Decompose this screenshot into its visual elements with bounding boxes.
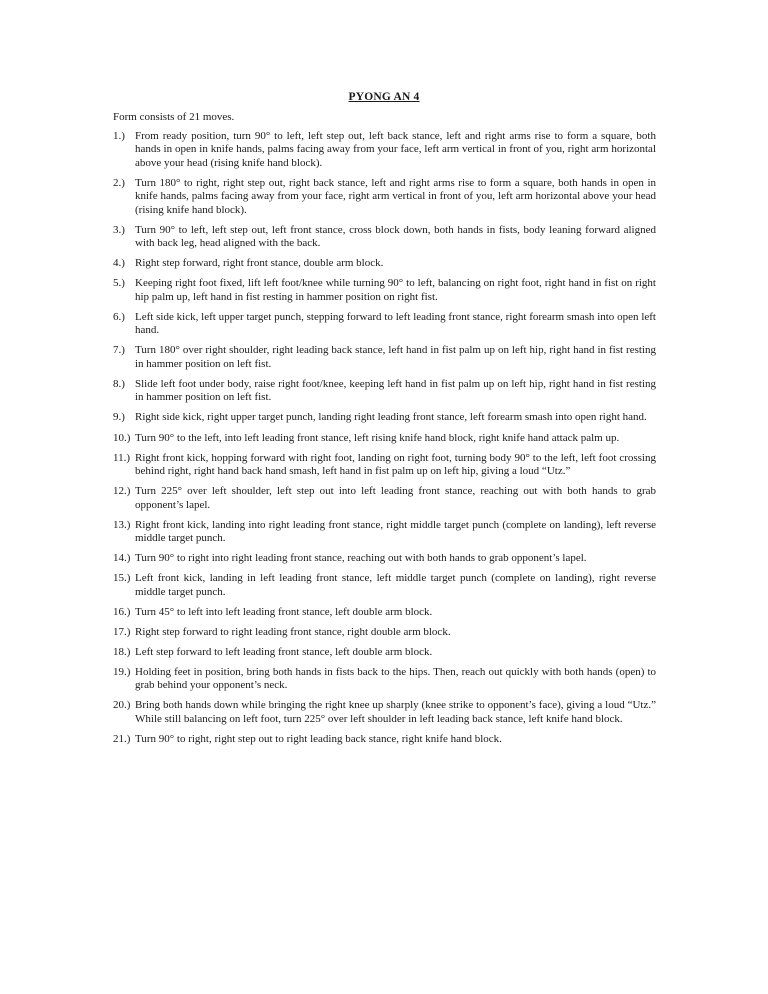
move-text: Turn 180° over right shoulder, right leading back stance, left hand in fist palm up on left hip, right hand in fist resting in hammer position on left fist. [135,344,656,370]
move-text: Right front kick, hopping forward with right foot, landing on right foot, turning body 90° to the left, left foot crossing behind right, right hand back hand smash, left hand in fist palm up on left hip, giving a loud “Utz.” [135,451,656,477]
move-item [113,130,656,170]
move-text: Turn 90° to right, right step out to right leading back stance, right knife hand block. [135,732,502,745]
move-number: 21.) [113,732,131,745]
move-text: Right step forward to right leading front stance, right double arm block. [135,625,451,638]
move-text: Left front kick, landing in left leading front stance, left middle target punch (complete on landing), right reverse middle target punch. [135,572,656,598]
move-item [113,224,656,251]
move-item [113,699,656,726]
move-item [113,646,656,659]
move-item [113,606,656,619]
move-item [113,411,656,424]
document-title: PYONG AN 4 [348,91,420,103]
move-text: Left side kick, left upper target punch, stepping forward to left leading front stance, right forearm smash into open left hand. [135,310,656,337]
move-item [113,257,656,270]
move-item [113,519,656,546]
move-number: 10.) [113,431,131,444]
move-text: Slide left foot under body, raise right foot/knee, keeping left hand in fist palm up on left hip, right hand in fist resting in hammer position on left fist. [135,377,656,404]
move-text: Left step forward to left leading front stance, left double arm block. [135,645,433,658]
move-text: Turn 45° to left into left leading front stance, left double arm block. [135,605,433,618]
move-number: 20.) [113,699,131,712]
move-text: Bring both hands down while bringing the right knee up sharply (knee strike to opponent’s face), giving a loud “Utz.” While still balancing on left foot, turn 225° over left shoulder in left leading back stance, left knife hand block. [135,699,656,725]
move-text: Right step forward, right front stance, double arm block. [135,257,384,270]
move-number: 19.) [113,665,131,678]
move-number: 1.) [113,130,125,142]
move-number: 3.) [113,223,125,236]
move-item [113,626,656,639]
move-text: Right front kick, landing into right leading front stance, right middle target punch (complete on landing), left reverse middle target punch. [135,518,656,544]
move-number: 9.) [113,411,125,424]
move-item [113,177,656,217]
move-number: 14.) [113,552,131,565]
move-item [113,311,656,338]
move-number: 8.) [113,377,125,390]
move-item [113,733,656,746]
move-item [113,432,656,445]
move-number: 15.) [113,572,131,585]
move-number: 7.) [113,344,125,357]
intro-text: Form consists of 21 moves. [113,111,235,123]
move-text: Keeping right foot fixed, lift left foot/knee while turning 90° to left, balancing on right foot, right hand in fist on right hip palm up, left hand in fist resting in hammer position on right fist. [135,277,656,303]
move-number: 16.) [113,605,131,618]
move-item [113,344,656,371]
move-text: Turn 225° over left shoulder, left step out into left leading front stance, reaching out with both hands to grab opponent’s lapel. [135,485,656,511]
move-number: 18.) [113,645,131,658]
move-number: 4.) [113,257,125,270]
move-number: 2.) [113,176,125,189]
move-number: 11.) [113,451,131,464]
move-text: Turn 90° to the left, into left leading front stance, left rising knife hand block, right knife hand attack palm up. [135,431,620,444]
move-item [113,485,656,512]
move-text: Turn 90° to right into right leading front stance, reaching out with both hands to grab opponent’s lapel. [135,552,587,565]
move-item [113,277,656,304]
move-number: 6.) [113,310,125,323]
move-text: Turn 180° to right, right step out, right back stance, left and right arms rise to form a square, both hands in open in knife hands, palms facing away from your face, right arm vertical in front of you, left arm horizontal above your head (rising knife hand block). [135,176,656,216]
move-item [113,572,656,599]
move-item [113,378,656,405]
moves-list [113,130,656,753]
move-number: 17.) [113,625,131,638]
move-number: 5.) [113,277,125,290]
move-text: Holding feet in position, bring both hands in fists back to the hips. Then, reach out quickly with both hands (open) to grab behind your opponent’s neck. [135,665,656,692]
move-item [113,666,656,693]
move-item [113,452,656,479]
move-text: Turn 90° to left, left step out, left front stance, cross block down, both hands in fists, body leaning forward aligned with back leg, head aligned with the back. [135,223,656,250]
move-number: 13.) [113,518,131,531]
move-item [113,552,656,565]
move-text: From ready position, turn 90° to left, left step out, left back stance, left and right arms rise to form a square, both hands in open in knife hands, palms facing away from your face, left arm vertical in front of you, right arm horizontal above your head (rising knife hand block). [135,130,656,169]
move-text: Right side kick, right upper target punch, landing right leading front stance, left forearm smash into open right hand. [135,411,647,424]
move-number: 12.) [113,485,131,498]
